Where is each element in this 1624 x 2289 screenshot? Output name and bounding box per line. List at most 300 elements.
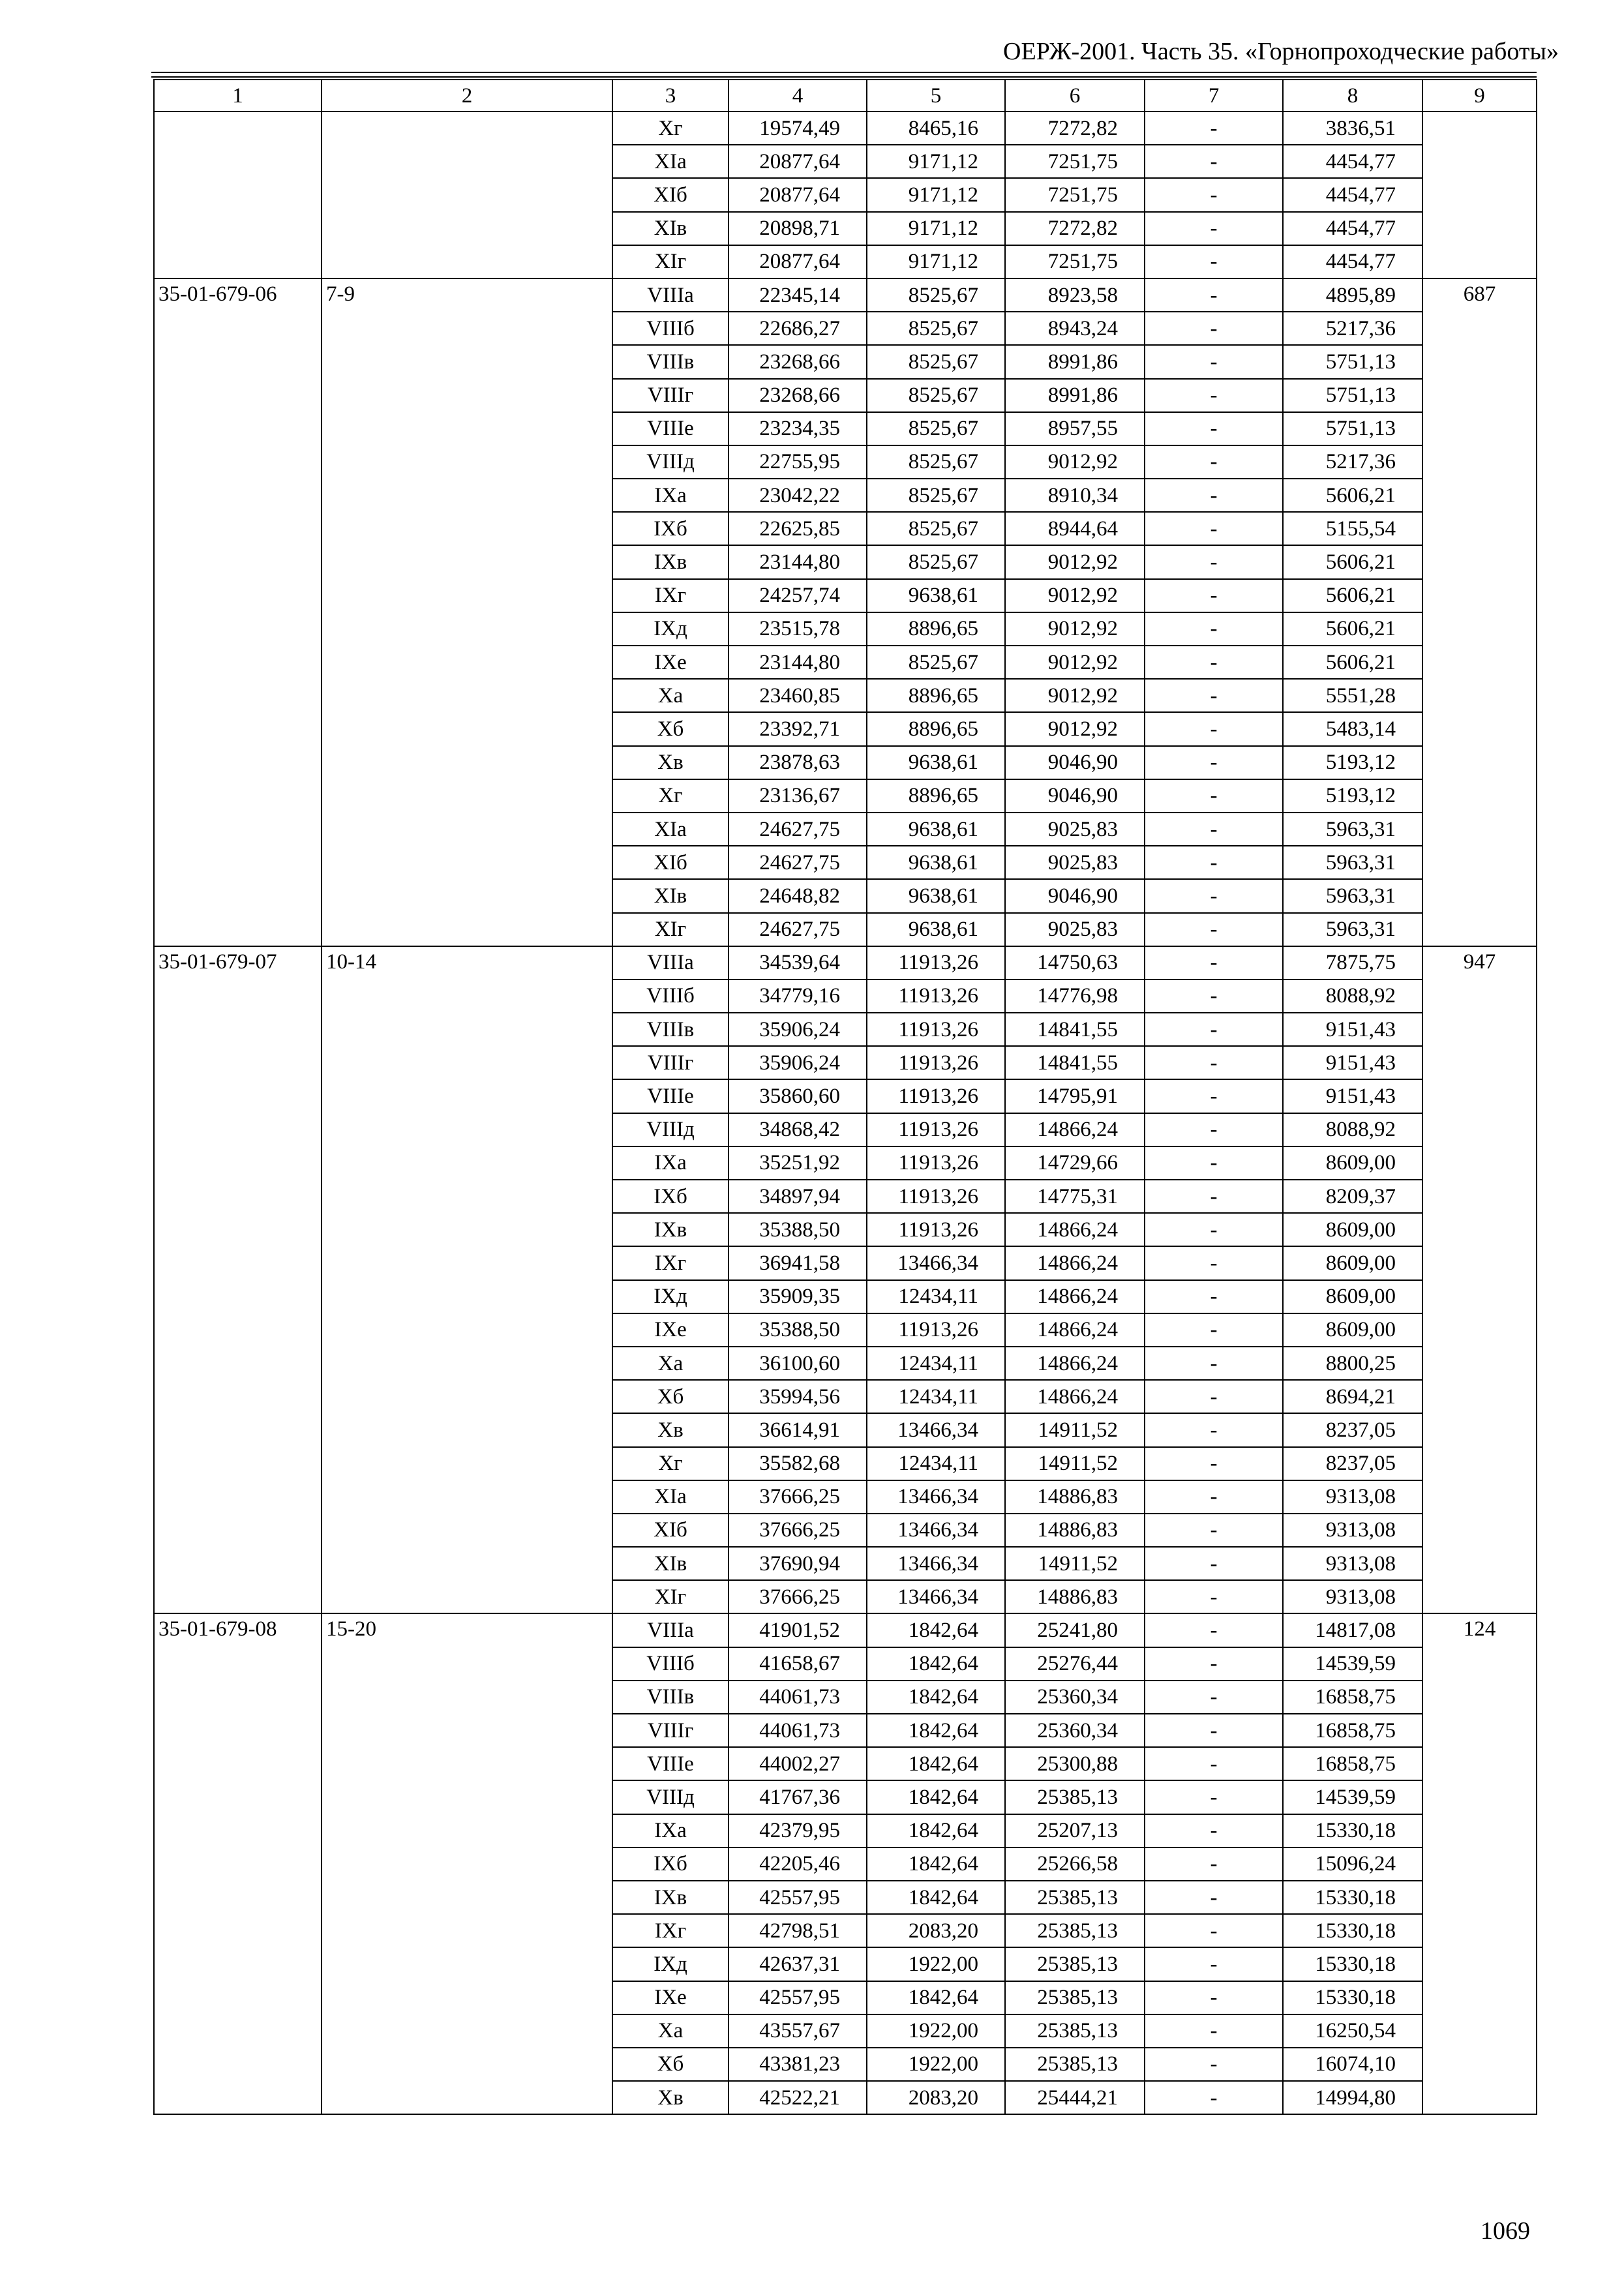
rock-category-cell: Xа [612, 2014, 729, 2048]
value-cell: - [1145, 1213, 1283, 1246]
value-cell: 9171,12 [867, 245, 1005, 278]
value-cell: - [1145, 1681, 1283, 1714]
value-cell: 22686,27 [729, 312, 867, 345]
header-rule-top [151, 72, 1537, 73]
value-cell: 25385,13 [1005, 1947, 1145, 1981]
value-cell: 8991,86 [1005, 345, 1145, 378]
value-cell: 36100,60 [729, 1347, 867, 1380]
value-cell: 7875,75 [1283, 946, 1422, 980]
value-cell: - [1145, 1447, 1283, 1480]
table-row [154, 112, 1537, 145]
value-cell: 24627,75 [729, 913, 867, 946]
value-cell: - [1145, 545, 1283, 578]
value-cell: - [1145, 1848, 1283, 1881]
column-header: 5 [867, 80, 1005, 112]
rock-category-cell: VIIIд [612, 445, 729, 479]
rock-category-cell: XIб [612, 178, 729, 211]
column-header: 2 [322, 80, 612, 112]
value-cell: 35388,50 [729, 1313, 867, 1347]
value-cell: 9638,61 [867, 579, 1005, 612]
value-cell: 25360,34 [1005, 1714, 1145, 1747]
value-cell: 13466,34 [867, 1480, 1005, 1514]
value-cell: 41658,67 [729, 1647, 867, 1681]
value-cell: 35994,56 [729, 1380, 867, 1413]
value-cell: 9025,83 [1005, 846, 1145, 879]
value-cell: 9012,92 [1005, 579, 1145, 612]
value-cell: - [1145, 579, 1283, 612]
value-cell: 44061,73 [729, 1681, 867, 1714]
value-cell: 9171,12 [867, 212, 1005, 245]
value-cell: 25300,88 [1005, 1747, 1145, 1780]
value-cell: 11913,26 [867, 946, 1005, 980]
column-header: 4 [729, 80, 867, 112]
value-cell: 25385,13 [1005, 2048, 1145, 2081]
column-9-cell: 687 [1422, 278, 1537, 946]
value-cell: 13466,34 [867, 1580, 1005, 1613]
value-cell: 14775,31 [1005, 1180, 1145, 1213]
rock-category-cell: XIг [612, 913, 729, 946]
rock-category-cell: XIа [612, 1480, 729, 1514]
rock-category-cell: Xа [612, 679, 729, 712]
table-row [154, 1613, 1537, 1647]
value-cell: 9012,92 [1005, 646, 1145, 679]
value-cell: 5483,14 [1283, 712, 1422, 745]
value-cell: 14795,91 [1005, 1079, 1145, 1113]
rock-category-cell: XIв [612, 212, 729, 245]
value-cell: - [1145, 1613, 1283, 1647]
value-cell: - [1145, 712, 1283, 745]
value-cell: - [1145, 879, 1283, 912]
rock-category-cell: IXе [612, 646, 729, 679]
value-cell: 8525,67 [867, 512, 1005, 545]
rock-category-cell: IXб [612, 512, 729, 545]
value-cell: - [1145, 1547, 1283, 1580]
column-header: 6 [1005, 80, 1145, 112]
rock-category-cell: Xв [612, 1413, 729, 1446]
value-cell: 5217,36 [1283, 312, 1422, 345]
value-cell: 37690,94 [729, 1547, 867, 1580]
value-cell: 5751,13 [1283, 345, 1422, 378]
value-cell: 12434,11 [867, 1347, 1005, 1380]
value-cell: 14866,24 [1005, 1246, 1145, 1279]
rock-category-cell: IXг [612, 1246, 729, 1279]
rate-code-cell: 35-01-679-08 [154, 1613, 322, 2114]
value-cell: 14866,24 [1005, 1113, 1145, 1146]
rock-category-cell: XIг [612, 245, 729, 278]
value-cell: 5193,12 [1283, 746, 1422, 779]
table-row [154, 278, 1537, 312]
value-cell: 15330,18 [1283, 1881, 1422, 1914]
value-cell: - [1145, 1413, 1283, 1446]
value-cell: 9012,92 [1005, 712, 1145, 745]
value-cell: 8910,34 [1005, 479, 1145, 512]
value-cell: 8525,67 [867, 479, 1005, 512]
column-header: 3 [612, 80, 729, 112]
value-cell: 36614,91 [729, 1413, 867, 1446]
value-cell: - [1145, 946, 1283, 980]
value-cell: 12434,11 [867, 1447, 1005, 1480]
value-cell: - [1145, 1280, 1283, 1313]
value-cell: 24648,82 [729, 879, 867, 912]
rock-category-cell: XIа [612, 145, 729, 178]
value-cell: - [1145, 1079, 1283, 1113]
value-cell: - [1145, 412, 1283, 445]
value-cell: 9046,90 [1005, 779, 1145, 813]
rock-category-cell: IXг [612, 579, 729, 612]
value-cell: 8609,00 [1283, 1313, 1422, 1347]
value-cell: 9313,08 [1283, 1580, 1422, 1613]
value-cell: 35906,24 [729, 1046, 867, 1079]
value-cell: 44061,73 [729, 1714, 867, 1747]
value-cell: 9638,61 [867, 913, 1005, 946]
value-cell: 9313,08 [1283, 1547, 1422, 1580]
value-cell: 23460,85 [729, 679, 867, 712]
rock-category-cell: IXа [612, 1146, 729, 1180]
page-number: 1069 [1481, 2217, 1530, 2245]
value-cell: 8209,37 [1283, 1180, 1422, 1213]
value-cell: 14911,52 [1005, 1547, 1145, 1580]
value-cell: - [1145, 1780, 1283, 1814]
value-cell: 14866,24 [1005, 1280, 1145, 1313]
rock-category-cell: VIIIе [612, 1079, 729, 1113]
value-cell: 5963,31 [1283, 879, 1422, 912]
value-cell: 34539,64 [729, 946, 867, 980]
rock-category-cell: Xб [612, 712, 729, 745]
thickness-range-cell: 15-20 [322, 1613, 612, 2114]
value-cell: 9171,12 [867, 145, 1005, 178]
value-cell: - [1145, 278, 1283, 312]
rock-category-cell: IXе [612, 1313, 729, 1347]
value-cell: - [1145, 2048, 1283, 2081]
value-cell: 14886,83 [1005, 1480, 1145, 1514]
value-cell: 8694,21 [1283, 1380, 1422, 1413]
value-cell: 4454,77 [1283, 145, 1422, 178]
value-cell: 9151,43 [1283, 1013, 1422, 1046]
value-cell: 15096,24 [1283, 1848, 1422, 1881]
value-cell: 23144,80 [729, 646, 867, 679]
value-cell: 9638,61 [867, 813, 1005, 846]
value-cell: - [1145, 445, 1283, 479]
value-cell: 34868,42 [729, 1113, 867, 1146]
rock-category-cell: VIIIа [612, 278, 729, 312]
value-cell: 9046,90 [1005, 746, 1145, 779]
rates-table [153, 79, 1537, 2115]
value-cell: - [1145, 1747, 1283, 1780]
rock-category-cell: XIб [612, 1514, 729, 1547]
value-cell: 9025,83 [1005, 913, 1145, 946]
rock-category-cell: XIв [612, 1547, 729, 1580]
value-cell: 37666,25 [729, 1480, 867, 1514]
value-cell: - [1145, 1046, 1283, 1079]
rock-category-cell: VIIIг [612, 1714, 729, 1747]
value-cell: 5751,13 [1283, 379, 1422, 412]
value-cell: 1922,00 [867, 2014, 1005, 2048]
rock-category-cell: IXб [612, 1848, 729, 1881]
value-cell: 2083,20 [867, 2081, 1005, 2114]
value-cell: 37666,25 [729, 1514, 867, 1547]
value-cell: 25385,13 [1005, 1780, 1145, 1814]
value-cell: 7272,82 [1005, 212, 1145, 245]
rate-code-cell: 35-01-679-07 [154, 946, 322, 1614]
value-cell: 22755,95 [729, 445, 867, 479]
value-cell: 16858,75 [1283, 1681, 1422, 1714]
rock-category-cell: VIIIд [612, 1113, 729, 1146]
rock-category-cell: VIIIг [612, 1046, 729, 1079]
rock-category-cell: IXв [612, 1881, 729, 1914]
value-cell: 8237,05 [1283, 1413, 1422, 1446]
value-cell: 9638,61 [867, 746, 1005, 779]
rock-category-cell: VIIIе [612, 412, 729, 445]
rock-category-cell: IXд [612, 1947, 729, 1981]
value-cell: - [1145, 1347, 1283, 1380]
value-cell: 8609,00 [1283, 1246, 1422, 1279]
value-cell: 1842,64 [867, 1747, 1005, 1780]
thickness-range-cell [322, 112, 612, 278]
value-cell: 8525,67 [867, 445, 1005, 479]
value-cell: 23234,35 [729, 412, 867, 445]
value-cell: - [1145, 1146, 1283, 1180]
value-cell: 9046,90 [1005, 879, 1145, 912]
value-cell: 25385,13 [1005, 2014, 1145, 2048]
value-cell: 1922,00 [867, 2048, 1005, 2081]
value-cell: 8525,67 [867, 345, 1005, 378]
value-cell: 20877,64 [729, 178, 867, 211]
rock-category-cell: IXв [612, 545, 729, 578]
value-cell: 44002,27 [729, 1747, 867, 1780]
value-cell: - [1145, 1246, 1283, 1279]
value-cell: 25444,21 [1005, 2081, 1145, 2114]
value-cell: 14841,55 [1005, 1046, 1145, 1079]
value-cell: 13466,34 [867, 1246, 1005, 1279]
rock-category-cell: Xв [612, 2081, 729, 2114]
value-cell: 1842,64 [867, 1681, 1005, 1714]
value-cell: 3836,51 [1283, 112, 1422, 145]
rock-category-cell: Xб [612, 1380, 729, 1413]
value-cell: 5963,31 [1283, 913, 1422, 946]
value-cell: 24627,75 [729, 813, 867, 846]
value-cell: - [1145, 379, 1283, 412]
value-cell: 1842,64 [867, 1814, 1005, 1848]
value-cell: 8609,00 [1283, 1213, 1422, 1246]
value-cell: - [1145, 178, 1283, 211]
rock-category-cell: VIIIа [612, 1613, 729, 1647]
value-cell: - [1145, 312, 1283, 345]
rock-category-cell: VIIIв [612, 1013, 729, 1046]
value-cell: 15330,18 [1283, 1981, 1422, 2014]
value-cell: 11913,26 [867, 980, 1005, 1013]
value-cell: 8237,05 [1283, 1447, 1422, 1480]
value-cell: 14817,08 [1283, 1613, 1422, 1647]
value-cell: 22625,85 [729, 512, 867, 545]
rock-category-cell: VIIIв [612, 1681, 729, 1714]
value-cell: 23144,80 [729, 545, 867, 578]
value-cell: 34897,94 [729, 1180, 867, 1213]
value-cell: 9638,61 [867, 846, 1005, 879]
value-cell: 8896,65 [867, 612, 1005, 646]
value-cell: - [1145, 913, 1283, 946]
value-cell: 14886,83 [1005, 1514, 1145, 1547]
value-cell: 11913,26 [867, 1313, 1005, 1347]
value-cell: 8800,25 [1283, 1347, 1422, 1380]
value-cell: 23392,71 [729, 712, 867, 745]
value-cell: 22345,14 [729, 278, 867, 312]
value-cell: 25385,13 [1005, 1981, 1145, 2014]
value-cell: 41767,36 [729, 1780, 867, 1814]
value-cell: 5551,28 [1283, 679, 1422, 712]
table-row [154, 946, 1537, 980]
value-cell: 15330,18 [1283, 1947, 1422, 1981]
value-cell: 11913,26 [867, 1213, 1005, 1246]
column-header: 1 [154, 80, 322, 112]
rock-category-cell: IXа [612, 1814, 729, 1848]
value-cell: 9012,92 [1005, 679, 1145, 712]
rock-category-cell: VIIIг [612, 379, 729, 412]
rock-category-cell: IXа [612, 479, 729, 512]
value-cell: 35582,68 [729, 1447, 867, 1480]
value-cell: 42637,31 [729, 1947, 867, 1981]
value-cell: 1842,64 [867, 1848, 1005, 1881]
value-cell: 11913,26 [867, 1180, 1005, 1213]
value-cell: 43557,67 [729, 2014, 867, 2048]
value-cell: - [1145, 1814, 1283, 1848]
value-cell: 9171,12 [867, 178, 1005, 211]
thickness-range-cell: 10-14 [322, 946, 612, 1614]
rock-category-cell: XIа [612, 813, 729, 846]
value-cell: - [1145, 746, 1283, 779]
value-cell: 8896,65 [867, 712, 1005, 745]
value-cell: 7251,75 [1005, 145, 1145, 178]
rock-category-cell: XIб [612, 846, 729, 879]
rock-category-cell: IXе [612, 1981, 729, 2014]
rock-category-cell: Xг [612, 1447, 729, 1480]
value-cell: 8525,67 [867, 646, 1005, 679]
value-cell: 42557,95 [729, 1881, 867, 1914]
value-cell: - [1145, 980, 1283, 1013]
value-cell: 14911,52 [1005, 1447, 1145, 1480]
value-cell: - [1145, 479, 1283, 512]
value-cell: 25241,80 [1005, 1613, 1145, 1647]
header-rule-bottom [151, 76, 1537, 78]
value-cell: 13466,34 [867, 1514, 1005, 1547]
value-cell: 5606,21 [1283, 545, 1422, 578]
rock-category-cell: VIIIа [612, 946, 729, 980]
value-cell: 8088,92 [1283, 1113, 1422, 1146]
value-cell: 1842,64 [867, 1981, 1005, 2014]
value-cell: 35388,50 [729, 1213, 867, 1246]
rock-category-cell: VIIIб [612, 1647, 729, 1681]
thickness-range-cell: 7-9 [322, 278, 612, 946]
value-cell: 7251,75 [1005, 178, 1145, 211]
value-cell: 5751,13 [1283, 412, 1422, 445]
value-cell: 8896,65 [867, 679, 1005, 712]
column-9-cell [1422, 112, 1537, 278]
value-cell: - [1145, 2014, 1283, 2048]
column-9-cell: 124 [1422, 1613, 1537, 2114]
value-cell: 16858,75 [1283, 1714, 1422, 1747]
value-cell: - [1145, 245, 1283, 278]
value-cell: - [1145, 1313, 1283, 1347]
value-cell: 1842,64 [867, 1647, 1005, 1681]
value-cell: 9313,08 [1283, 1514, 1422, 1547]
value-cell: 8525,67 [867, 379, 1005, 412]
value-cell: 16074,10 [1283, 2048, 1422, 2081]
value-cell: 5606,21 [1283, 612, 1422, 646]
value-cell: 8609,00 [1283, 1146, 1422, 1180]
value-cell: 1922,00 [867, 1947, 1005, 1981]
value-cell: 23515,78 [729, 612, 867, 646]
column-header: 9 [1422, 80, 1537, 112]
value-cell: 8525,67 [867, 312, 1005, 345]
value-cell: 14729,66 [1005, 1146, 1145, 1180]
value-cell: - [1145, 1947, 1283, 1981]
page-header: ОЕРЖ-2001. Часть 35. «Горнопроходческие работы» [1003, 38, 1559, 65]
value-cell: 5155,54 [1283, 512, 1422, 545]
rock-category-cell: IXв [612, 1213, 729, 1246]
value-cell: 5963,31 [1283, 813, 1422, 846]
value-cell: - [1145, 145, 1283, 178]
value-cell: 23042,22 [729, 479, 867, 512]
value-cell: 4895,89 [1283, 278, 1422, 312]
value-cell: 41901,52 [729, 1613, 867, 1647]
rock-category-cell: Xв [612, 746, 729, 779]
value-cell: 34779,16 [729, 980, 867, 1013]
value-cell: 16858,75 [1283, 1747, 1422, 1780]
value-cell: 20898,71 [729, 212, 867, 245]
value-cell: 14994,80 [1283, 2081, 1422, 2114]
value-cell: 42205,46 [729, 1848, 867, 1881]
value-cell: - [1145, 1514, 1283, 1547]
value-cell: 11913,26 [867, 1079, 1005, 1113]
rock-category-cell: VIIIд [612, 1780, 729, 1814]
value-cell: 35860,60 [729, 1079, 867, 1113]
value-cell: 42557,95 [729, 1981, 867, 2014]
value-cell: 25360,34 [1005, 1681, 1145, 1714]
value-cell: - [1145, 112, 1283, 145]
value-cell: 36941,58 [729, 1246, 867, 1279]
rock-category-cell: IXд [612, 612, 729, 646]
value-cell: - [1145, 779, 1283, 813]
value-cell: 12434,11 [867, 1280, 1005, 1313]
value-cell: 14886,83 [1005, 1580, 1145, 1613]
value-cell: 25385,13 [1005, 1914, 1145, 1947]
rock-category-cell: VIIIв [612, 345, 729, 378]
value-cell: - [1145, 679, 1283, 712]
value-cell: 9025,83 [1005, 813, 1145, 846]
rock-category-cell: XIг [612, 1580, 729, 1613]
value-cell: - [1145, 646, 1283, 679]
value-cell: 35906,24 [729, 1013, 867, 1046]
value-cell: 14539,59 [1283, 1780, 1422, 1814]
value-cell: 9151,43 [1283, 1046, 1422, 1079]
value-cell: 11913,26 [867, 1146, 1005, 1180]
value-cell: 12434,11 [867, 1380, 1005, 1413]
value-cell: 8957,55 [1005, 412, 1145, 445]
column-header: 7 [1145, 80, 1283, 112]
value-cell: - [1145, 345, 1283, 378]
value-cell: 14866,24 [1005, 1380, 1145, 1413]
value-cell: 19574,49 [729, 112, 867, 145]
value-cell: 23136,67 [729, 779, 867, 813]
value-cell: 5606,21 [1283, 579, 1422, 612]
value-cell: - [1145, 612, 1283, 646]
rock-category-cell: VIIIб [612, 312, 729, 345]
rock-category-cell: Xб [612, 2048, 729, 2081]
value-cell: 8944,64 [1005, 512, 1145, 545]
value-cell: 8609,00 [1283, 1280, 1422, 1313]
value-cell: 11913,26 [867, 1013, 1005, 1046]
value-cell: - [1145, 1714, 1283, 1747]
value-cell: 24627,75 [729, 846, 867, 879]
